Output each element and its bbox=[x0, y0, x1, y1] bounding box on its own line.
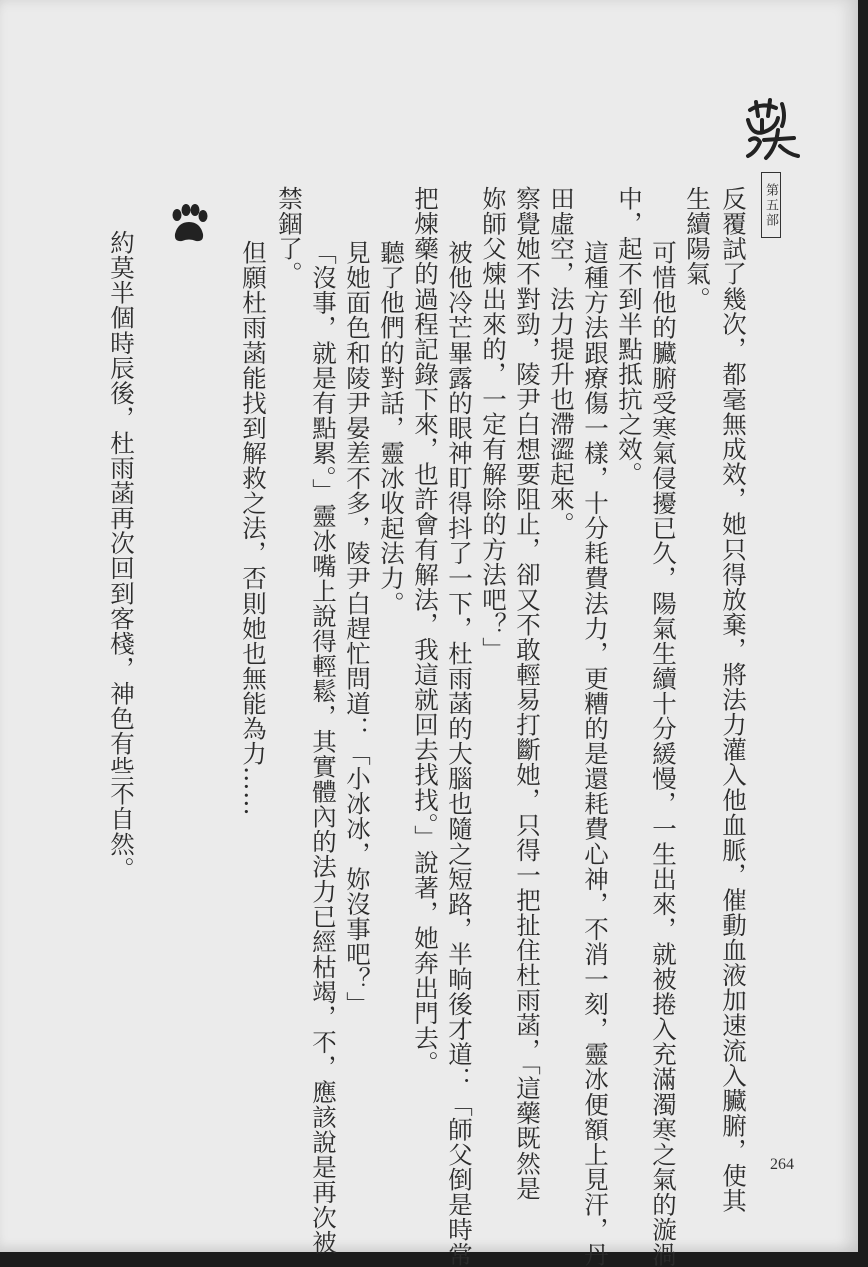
text-column-6: 田虛空，法力提升也滯澀起來。 bbox=[547, 186, 576, 537]
text-column-11: 聽了他們的對話，靈冰收起法力。 bbox=[377, 240, 406, 616]
text-column-13: 「沒事，就是有點累。」靈冰嘴上說得輕鬆，其實體內的法力已經枯竭，不，應該說是再次被 bbox=[309, 240, 338, 1255]
text-column-5: 這種方法跟療傷一樣，十分耗費法力，更糟的是還耗費心神，不消一刻，靈冰便額上見汗，丹 bbox=[581, 240, 610, 1267]
text-column-10: 把煉藥的過程記錄下來，也許會有解法，我這就回去找找。」說著，她奔出門去。 bbox=[411, 186, 440, 1076]
title-logo bbox=[742, 96, 802, 162]
text-column-12: 見她面色和陵尹晏差不多，陵尹白趕忙問道：「小冰冰，妳沒事吧？」 bbox=[343, 240, 372, 1017]
text-column-4: 中，起不到半點抵抗之效。 bbox=[615, 186, 644, 487]
paw-icon bbox=[168, 204, 210, 246]
text-column-3: 可惜他的臟腑受寒氣侵擾已久，陽氣生續十分緩慢，一生出來，就被捲入充滿濁寒之氣的漩渦 bbox=[649, 240, 678, 1267]
text-column-9: 被他冷芒畢露的眼神盯得抖了一下，杜雨菡的大腦也隨之短路，半晌後才道：「師父倒是時常 bbox=[445, 240, 474, 1267]
text-column-2: 生續陽氣。 bbox=[683, 186, 712, 312]
text-column-14: 禁錮了。 bbox=[275, 186, 304, 287]
page-number: 264 bbox=[770, 1156, 794, 1173]
text-column-15: 但願杜雨菡能找到解救之法，否則她也無能為力…… bbox=[239, 240, 268, 817]
text-column-8: 妳師父煉出來的，一定有解除的方法吧？」 bbox=[479, 186, 508, 662]
text-column-16: 約莫半個時辰後，杜雨菡再次回到客棧，神色有些不自然。 bbox=[107, 230, 136, 882]
text-column-7: 察覺她不對勁，陵尹白想要阻止，卻又不敢輕易打斷她，只得一把扯住杜雨菡，「這藥既然是 bbox=[513, 186, 542, 1201]
part-label: 第五部 bbox=[761, 172, 781, 238]
text-column-1: 反覆試了幾次，都毫無成效，她只得放棄，將法力灌入他血脈，催動血液加速流入臟腑，使其 bbox=[719, 186, 748, 1214]
